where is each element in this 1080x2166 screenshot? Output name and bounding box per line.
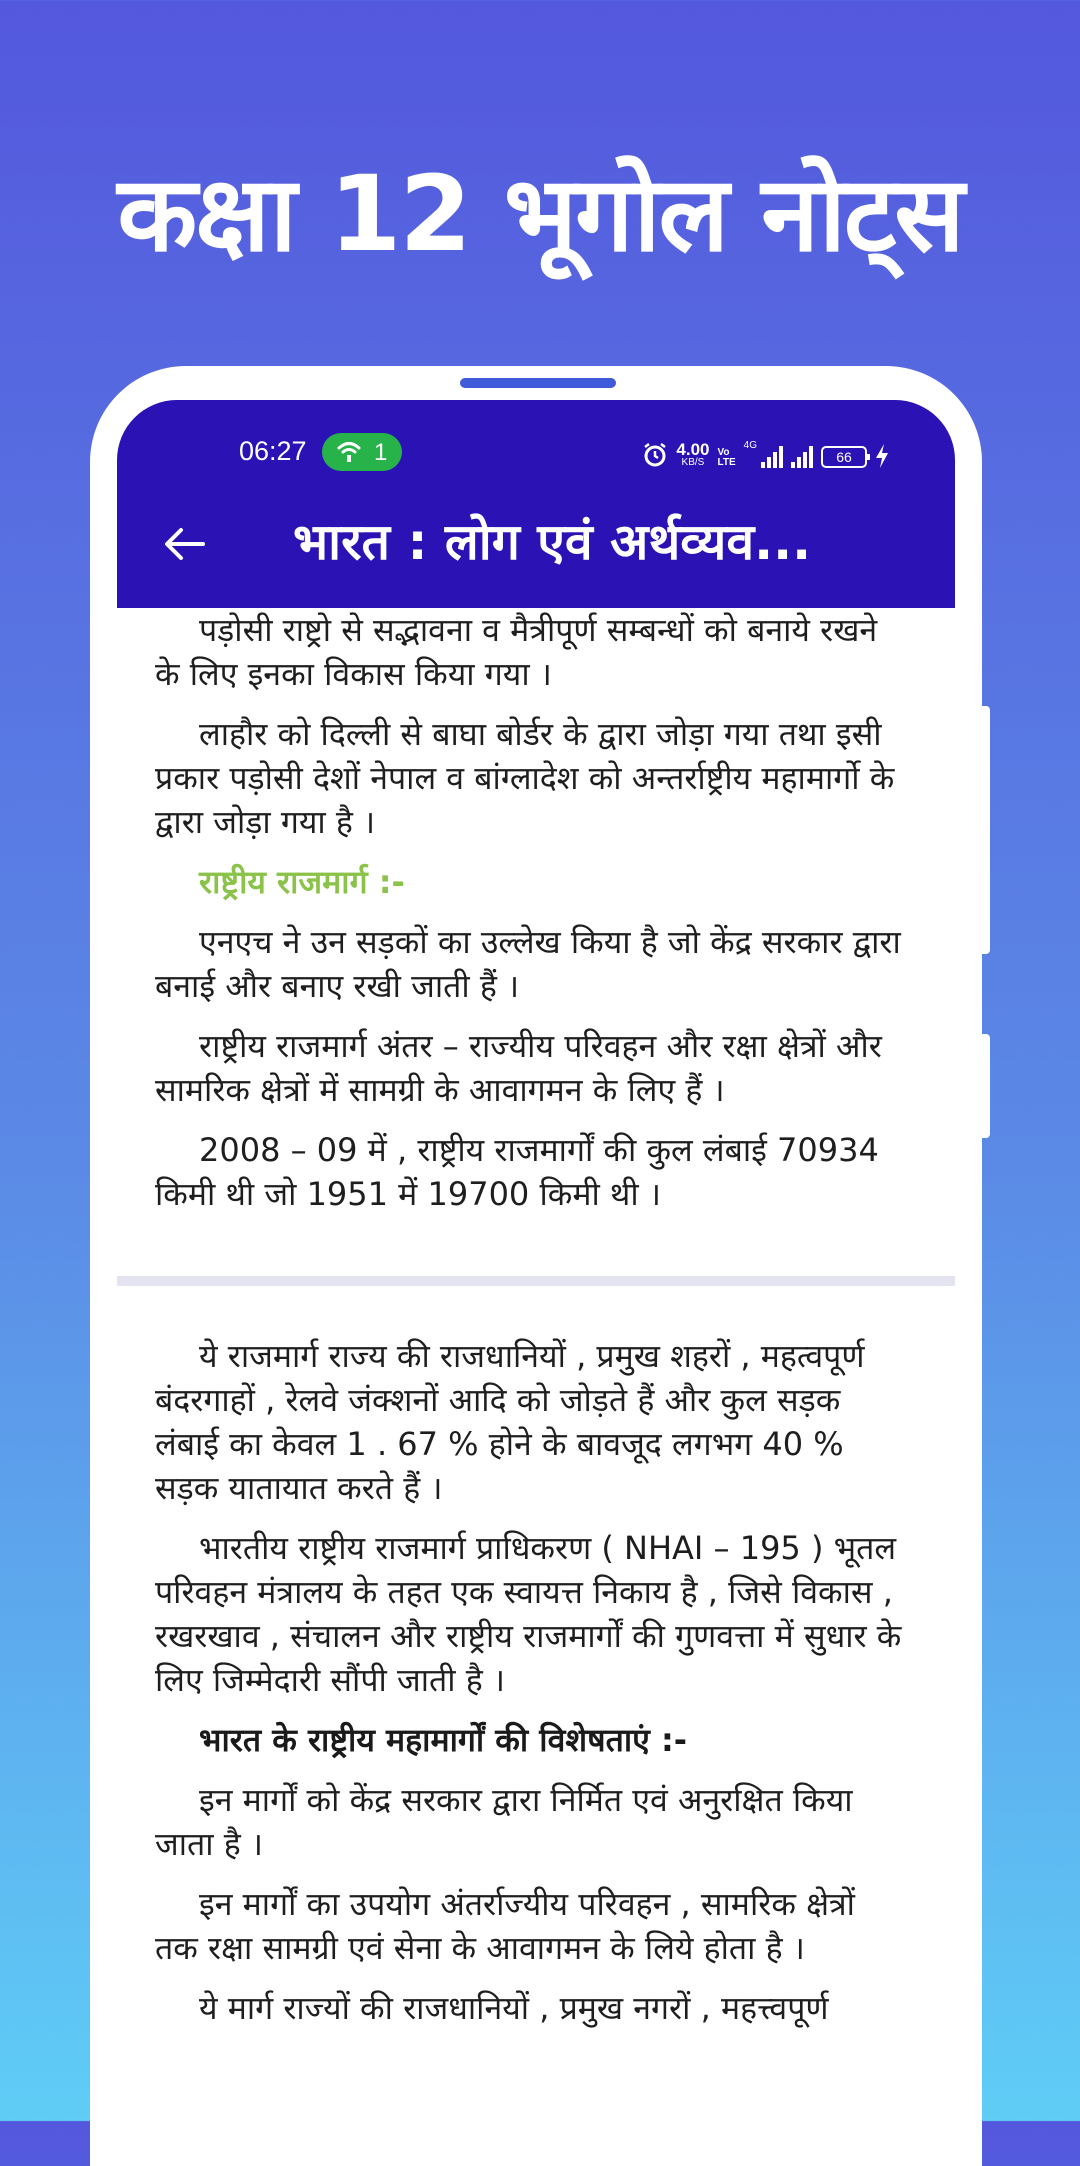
paragraph: भारतीय राष्ट्रीय राजमार्ग प्राधिकरण ( NHAI – 195 ) भूतल परिवहन मंत्रालय के तहत एक स्वायत्त निकाय है , जिसे विकास , रखरखाव , संचालन और राष्ट्रीय राजमार्गों की गुणवत्ता में सुधार के लिए जिम्मेदारी सौंपी जाती है । xyxy=(155,1529,902,1699)
battery-level: 66 xyxy=(836,449,852,465)
charging-icon xyxy=(875,444,889,468)
paragraph: इन मार्गों का उपयोग अंतर्राज्यीय परिवहन , सामरिक क्षेत्रों तक रक्षा सामग्री एवं सेना के आवागमन के लिये होता है । xyxy=(155,1885,855,1967)
paragraph: एनएच ने उन सड़कों का उल्लेख किया है जो केंद्र सरकार द्वारा बनाई और बनाए रखी जाती हैं । xyxy=(155,923,901,1005)
signal-icon-sim2 xyxy=(791,446,813,468)
net-speed-unit: KB/S xyxy=(681,457,705,468)
promo-title: कक्षा 12 भूगोल नोट्स xyxy=(117,153,963,275)
paragraph: ये मार्ग राज्यों की राजधानियों , प्रमुख नगरों , महत्त्वपूर्ण xyxy=(199,1989,829,2027)
status-icons xyxy=(642,440,889,468)
toolbar-title: भारत : लोग एवं अर्थव्यव... xyxy=(293,513,812,571)
network-type: 4G xyxy=(743,440,757,451)
net-speed-value: 4.00 xyxy=(676,440,710,459)
phone-side-button-volume xyxy=(982,706,990,954)
paragraph: राष्ट्रीय राजमार्ग अंतर – राज्यीय परिवहन और रक्षा क्षेत्रों और सामरिक क्षेत्रों में सामग्री के आवागमन के लिए हैं । xyxy=(155,1027,882,1109)
phone-screen xyxy=(117,400,955,2076)
paragraph: पड़ोसी राष्ट्रो से सद्भावना व मैत्रीपूर्ण सम्बन्धों को बनाये रखने के लिए इनका विकास किया गया । xyxy=(155,611,878,693)
paragraph: ये राजमार्ग राज्य की राजधानियों , प्रमुख शहरों , महत्वपूर्ण बंदरगाहों , रेलवे जंक्शनों आदि को जोड़ते हैं और कुल सड़क लंबाई का केवल 1 . 67 % होने के बावजूद लगभग 40 % सड़क यातायात करते हैं । xyxy=(155,1337,865,1507)
volte-indicator xyxy=(718,448,736,468)
paragraph: 2008 – 09 में , राष्ट्रीय राजमार्गों की कुल लंबाई 70934 किमी थी जो 1951 में 19700 किमी थी । xyxy=(155,1131,879,1213)
status-time: 06:27 xyxy=(239,436,307,466)
back-button[interactable] xyxy=(157,516,213,572)
phone-frame xyxy=(90,366,982,2166)
arrow-left-icon xyxy=(163,526,207,562)
content-scroll[interactable] xyxy=(117,608,955,2046)
content-page-1 xyxy=(117,608,955,1276)
app-bar xyxy=(117,400,955,608)
signal-icon xyxy=(761,446,783,468)
phone-earpiece xyxy=(460,378,616,388)
volte-top: Vo xyxy=(717,447,730,458)
paragraph: इन मार्गों को केंद्र सरकार द्वारा निर्मित एवं अनुरक्षित किया जाता है । xyxy=(155,1781,853,1863)
alarm-icon xyxy=(642,442,668,468)
content-page-2 xyxy=(117,1286,955,2030)
phone-side-button-power xyxy=(982,1034,990,1138)
bottom-fade xyxy=(117,2046,955,2076)
section-heading: भारत के राष्ट्रीय महामार्गों की विशेषताएं :- xyxy=(199,1721,688,1759)
hotspot-count: 1 xyxy=(374,439,388,466)
battery-icon xyxy=(821,446,867,468)
hotspot-icon xyxy=(336,439,362,470)
paragraph: लाहौर को दिल्ली से बाघा बोर्डर के द्वारा जोड़ा गया तथा इसी प्रकार पड़ोसी देशों नेपाल व बांग्लादेश को अन्तर्राष्ट्रीय महामार्गो के द्वारा जोड़ा गया है । xyxy=(155,715,895,841)
hotspot-indicator[interactable] xyxy=(322,433,402,471)
section-heading: राष्ट्रीय राजमार्ग :- xyxy=(199,863,405,901)
volte-bottom: LTE xyxy=(717,457,736,468)
net-speed xyxy=(676,441,709,468)
page-divider xyxy=(117,1276,955,1286)
